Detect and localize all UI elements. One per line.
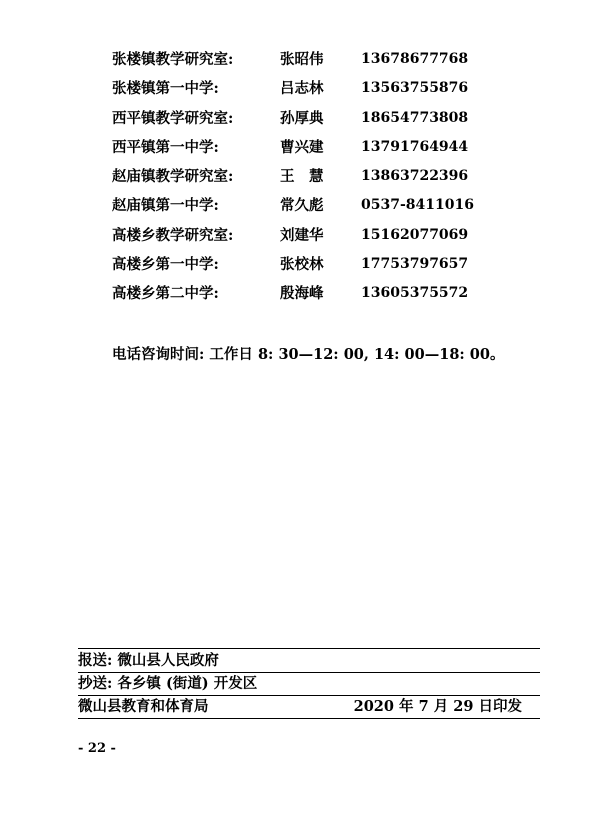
contact-row	[112, 279, 532, 308]
contact-row	[112, 133, 532, 162]
contact-row	[112, 191, 532, 220]
report-to-line: 报送: 微山县人民政府	[78, 650, 540, 673]
contact-phone: 0537-8411016	[361, 197, 474, 214]
contact-row	[112, 162, 532, 191]
contact-row	[112, 221, 532, 250]
copy-to-line: 抄送: 各乡镇 (街道) 开发区	[78, 673, 540, 696]
contact-unit: 高楼乡教学研究室:	[112, 226, 234, 244]
contact-phone: 13605375572	[361, 285, 469, 302]
contact-row	[112, 104, 532, 133]
contact-person: 常久彪	[280, 197, 324, 215]
contact-phone: 13563755876	[361, 80, 469, 97]
issuer-name: 微山县教育和体育局	[78, 698, 209, 715]
contact-person: 张校林	[280, 256, 324, 274]
contact-unit: 西平镇第一中学:	[112, 138, 219, 156]
contact-person: 曹兴建	[280, 138, 324, 156]
contact-phone: 13863722396	[361, 168, 469, 185]
contact-unit: 高楼乡第二中学:	[112, 285, 219, 303]
contact-unit: 西平镇教学研究室:	[112, 109, 234, 127]
contact-unit: 高楼乡第一中学:	[112, 256, 219, 274]
contact-unit: 赵庙镇教学研究室:	[112, 168, 234, 186]
contact-row	[112, 45, 532, 74]
contact-person: 张昭伟	[280, 51, 324, 68]
contact-unit: 张楼镇教学研究室:	[112, 51, 234, 68]
contact-unit: 赵庙镇第一中学:	[112, 197, 219, 215]
contact-person: 吕志林	[280, 80, 324, 98]
contact-phone: 13791764944	[361, 138, 469, 155]
contact-phone: 15162077069	[361, 226, 469, 243]
contact-row	[112, 250, 532, 279]
contact-person: 王 慧	[280, 168, 324, 186]
contact-phone: 13678677768	[361, 51, 469, 67]
contact-person: 孙厚典	[280, 109, 324, 127]
contact-person: 刘建华	[280, 226, 324, 244]
contact-list	[112, 45, 532, 309]
contact-phone: 17753797657	[361, 256, 469, 273]
contact-person: 殷海峰	[280, 285, 324, 303]
contact-row	[112, 74, 532, 103]
consultation-hours: 电话咨询时间: 工作日 8: 30—12: 00, 14: 00—18: 00。	[112, 346, 505, 363]
contact-phone: 18654773808	[361, 109, 469, 126]
issuer-line	[78, 696, 540, 719]
footer-top-rule	[78, 648, 540, 649]
contact-unit: 张楼镇第一中学:	[112, 80, 219, 98]
issue-date: 2020 年 7 月 29 日印发	[353, 698, 522, 715]
page-number: - 22 -	[78, 741, 116, 756]
